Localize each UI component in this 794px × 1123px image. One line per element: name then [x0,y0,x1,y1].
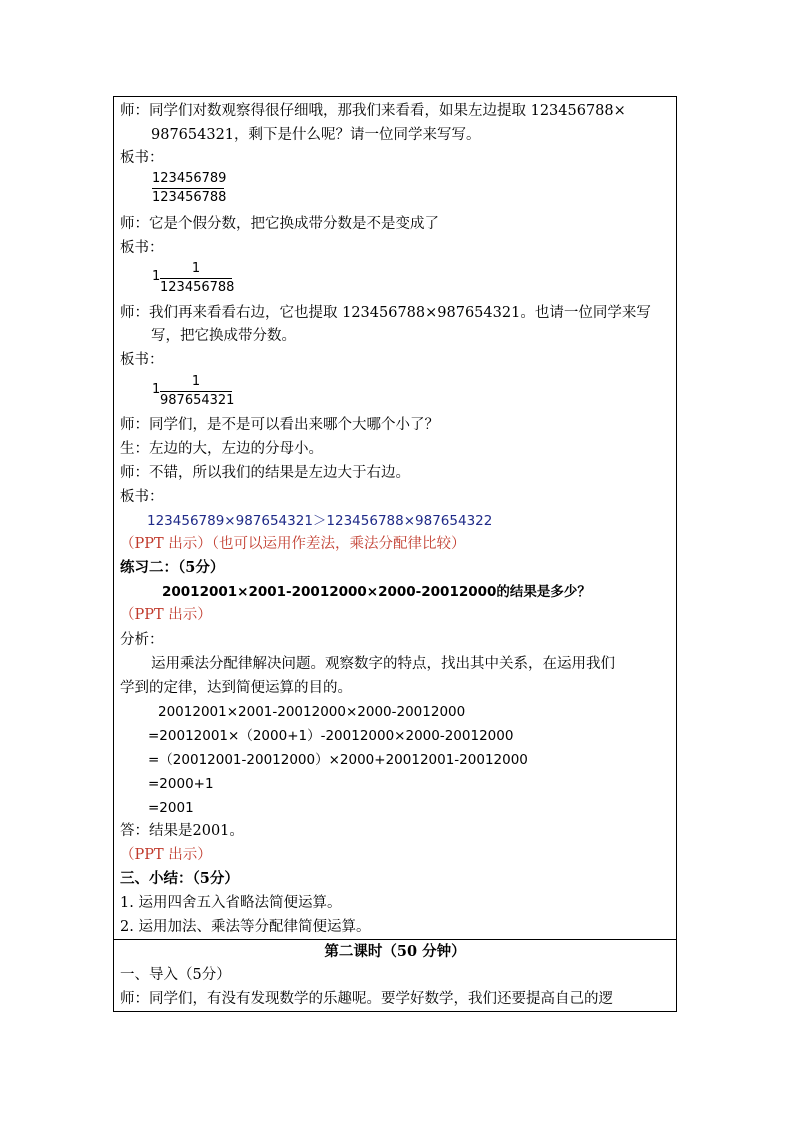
exercise-problem: 20012001×2001-20012000×2000-20012000的结果是多少？ [162,584,591,600]
analysis-label: 分析： [120,632,164,648]
fraction-bar [160,278,232,279]
analysis-text: 运用乘法分配律解决问题。观察数字的特点，找出其中关系，在运用我们 [151,656,615,672]
mixed-number-whole: 1 [152,382,161,397]
fraction [152,171,227,206]
teacher-line: 师：同学们对数观察得很仔细哦，那我们来看看，如果左边提取 123456788× [120,103,626,119]
intro-heading: 一、导入（5分） [120,967,231,983]
ppt-note: （PPT 出示） [120,607,212,623]
fraction-denominator: 123456788 [152,190,227,205]
second-lesson-cell [114,940,676,1012]
teacher-line: 师：不错，所以我们的结果是左边大于右边。 [120,465,410,481]
calc-step: =2001 [148,800,194,816]
lesson-cell [114,97,676,940]
student-line: 生：左边的大，左边的分母小。 [120,441,323,457]
calc-step: =2000+1 [148,776,214,792]
teacher-line: 987654321，剩下是什么呢？请一位同学来写写。 [151,127,481,143]
fraction-numerator: 123456789 [152,171,227,186]
summary-item: 2. 运用加法、乘法等分配律简便运算。 [120,919,371,935]
analysis-text: 学到的定律，达到简便运算的目的。 [120,680,352,696]
calc-step: 20012001×2001-20012000×2000-20012000 [158,704,466,720]
board-label: 板书： [120,352,164,368]
fraction-denominator: 987654321 [160,393,235,408]
fraction [160,261,235,296]
fraction-denominator: 123456788 [160,280,235,295]
fraction [160,374,235,409]
teacher-line: 师：同学们，是不是可以看出来哪个大哪个小了？ [120,417,439,433]
answer-line: 答：结果是2001。 [120,823,244,839]
fraction-bar [160,391,232,392]
teacher-line: 师：我们再来看看右边，它也提取 123456788×987654321。也请一位同学来写 [120,305,651,321]
teacher-line: 写，把它换成带分数。 [151,328,296,344]
board-label: 板书： [120,150,164,166]
ppt-note: （PPT 出示）（也可以运用作差法，乘法分配律比较） [120,536,466,552]
teacher-line: 师：它是个假分数，把它换成带分数是不是变成了 [120,216,439,232]
second-lesson-title: 第二课时（50 分钟） [324,943,466,960]
mixed-number-whole: 1 [152,269,161,284]
summary-item: 1. 运用四舍五入省略法简便运算。 [120,895,342,911]
summary-heading: 三、小结：（5分） [120,870,239,887]
calc-step: =20012001×（2000+1）-20012000×2000-20012000 [148,728,514,744]
lesson-table [113,96,677,1012]
fraction-numerator: 1 [191,374,201,389]
teacher-line: 师：同学们，有没有发现数学的乐趣呢。要学好数学，我们还要提高自己的逻 [120,991,613,1007]
board-label: 板书： [120,489,164,505]
calc-step: =（20012001-20012000）×2000+20012001-20012000 [148,752,528,768]
board-label: 板书： [120,240,164,256]
ppt-note: （PPT 出示） [120,847,212,863]
exercise-heading: 练习二：（5分） [120,559,225,576]
comparison-expression: 123456789×987654321＞123456788×987654322 [147,513,493,529]
fraction-numerator: 1 [191,261,201,276]
fraction-bar [152,188,224,189]
